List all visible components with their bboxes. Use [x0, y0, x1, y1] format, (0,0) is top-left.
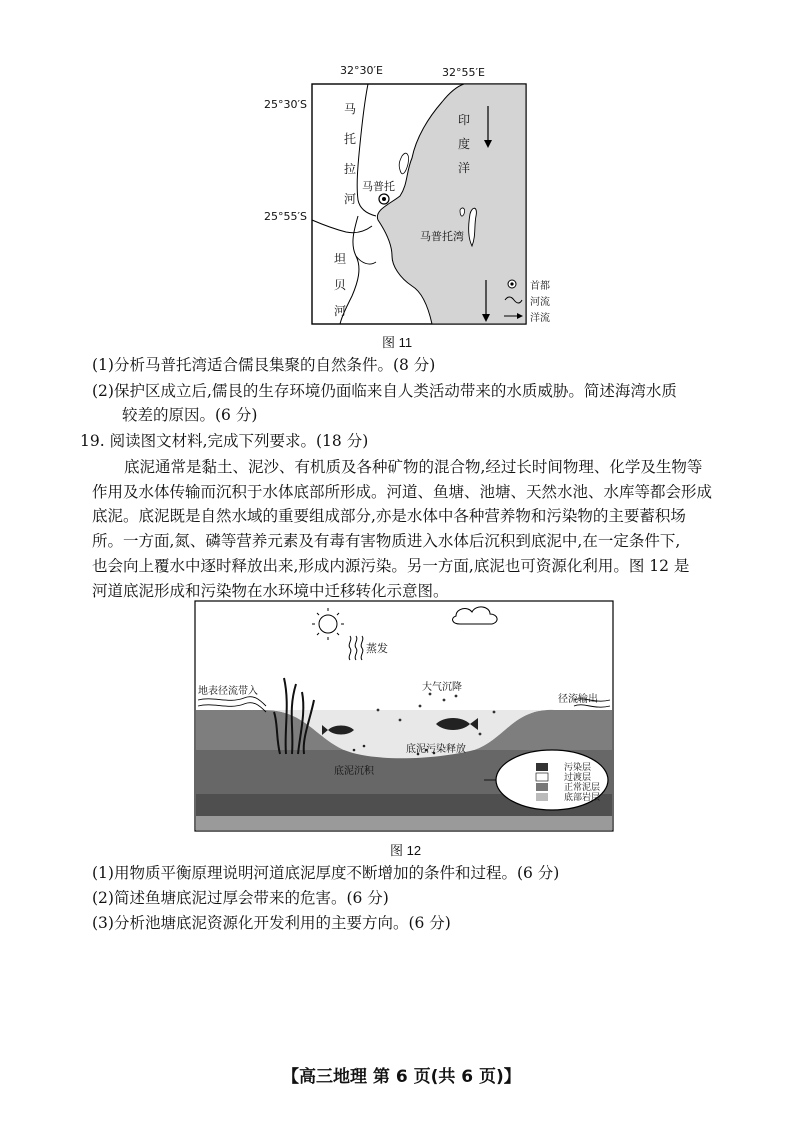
- q19-heading: 19. 阅读图文材料,完成下列要求。(18 分): [80, 432, 369, 450]
- q18-sub1: (1)分析马普托湾适合儒艮集聚的自然条件。(8 分): [92, 356, 436, 374]
- coord-25-30s: 25°30′S: [264, 98, 307, 111]
- river-char: 河: [334, 304, 347, 318]
- legend-capital: 首都: [530, 281, 550, 292]
- page-footer: 【高三地理 第 6 页(共 6 页)】: [282, 1067, 521, 1087]
- legend-river: 河流: [530, 297, 550, 308]
- layer-label: 污染层: [564, 763, 592, 773]
- city-label: 马普托: [362, 180, 395, 193]
- q19-sub3: (3)分析池塘底泥资源化开发利用的主要方向。(6 分): [92, 914, 451, 932]
- figure-11: [250, 60, 550, 350]
- q18-sub2-line2: 较差的原因。(6 分): [122, 406, 258, 424]
- river-char: 贝: [334, 278, 347, 292]
- sediment-diagram: [194, 600, 614, 832]
- umbeluzi-river-label: [334, 246, 348, 324]
- legend-current: 洋流: [530, 313, 550, 324]
- ocean-char: 度: [458, 137, 471, 151]
- q19-para-line: 底泥。底泥既是自然水域的重要组成部分,亦是水体中各种营养物和污染物的主要蓄积场: [92, 507, 686, 525]
- river-char: 马: [344, 102, 357, 116]
- q19-para-line: 底泥通常是黏土、泥沙、有机质及各种矿物的混合物,经过长时间物理、化学及生物等: [124, 458, 703, 476]
- q19-para-line: 作用及水体传输而沉积于水体底部所形成。河道、鱼塘、池塘、天然水池、水库等都会形成: [92, 483, 713, 501]
- coord-32-30e: 32°30′E: [340, 64, 383, 77]
- figure-11-caption: 图 11: [382, 335, 413, 350]
- ocean-char: 洋: [458, 161, 471, 175]
- river-char: 拉: [344, 162, 357, 176]
- river-char: 河: [344, 192, 357, 206]
- bay-label: 马普托湾: [420, 230, 464, 243]
- q19-para-line: 河道底泥形成和污染物在水环境中迁移转化示意图。: [92, 582, 449, 600]
- figure-12-caption: 图 12: [390, 843, 422, 858]
- ocean-char: 印: [458, 113, 471, 127]
- q19-para-line: 所。一方面,氮、磷等营养元素及有毒有害物质进入水体后沉积到底泥中,在一定条件下,: [92, 532, 681, 550]
- layer-label: 正常泥层: [564, 783, 601, 793]
- label-sediment-release: 底泥污染释放: [406, 744, 466, 755]
- ocean-label: [458, 108, 472, 180]
- layer-label: 底部岩层: [564, 793, 601, 803]
- figure-12: [194, 600, 614, 832]
- q18-sub2-line1: (2)保护区成立后,儒艮的生存环境仍面临来自人类活动带来的水质威胁。简述海湾水质: [92, 382, 677, 400]
- coord-32-55e: 32°55′E: [442, 66, 485, 79]
- label-evaporation: 蒸发: [366, 642, 388, 655]
- label-outflow: 径流输出: [558, 694, 598, 705]
- maputo-river-label: [344, 94, 358, 214]
- label-surface-runoff: 地表径流带入: [198, 686, 258, 697]
- river-char: 坦: [334, 252, 347, 266]
- label-atmospheric-deposition: 大气沉降: [422, 682, 462, 693]
- layer-label: 过渡层: [564, 773, 592, 783]
- q19-sub1: (1)用物质平衡原理说明河道底泥厚度不断增加的条件和过程。(6 分): [92, 864, 560, 882]
- label-sediment-deposition: 底泥沉积: [334, 766, 374, 777]
- coord-25-55s: 25°55′S: [264, 210, 307, 223]
- river-char: 托: [344, 132, 357, 146]
- q19-sub2: (2)简述鱼塘底泥过厚会带来的危害。(6 分): [92, 889, 389, 907]
- q19-para-line: 也会向上覆水中逐时释放出来,形成内源污染。另一方面,底泥也可资源化利用。图 12 是: [92, 557, 690, 575]
